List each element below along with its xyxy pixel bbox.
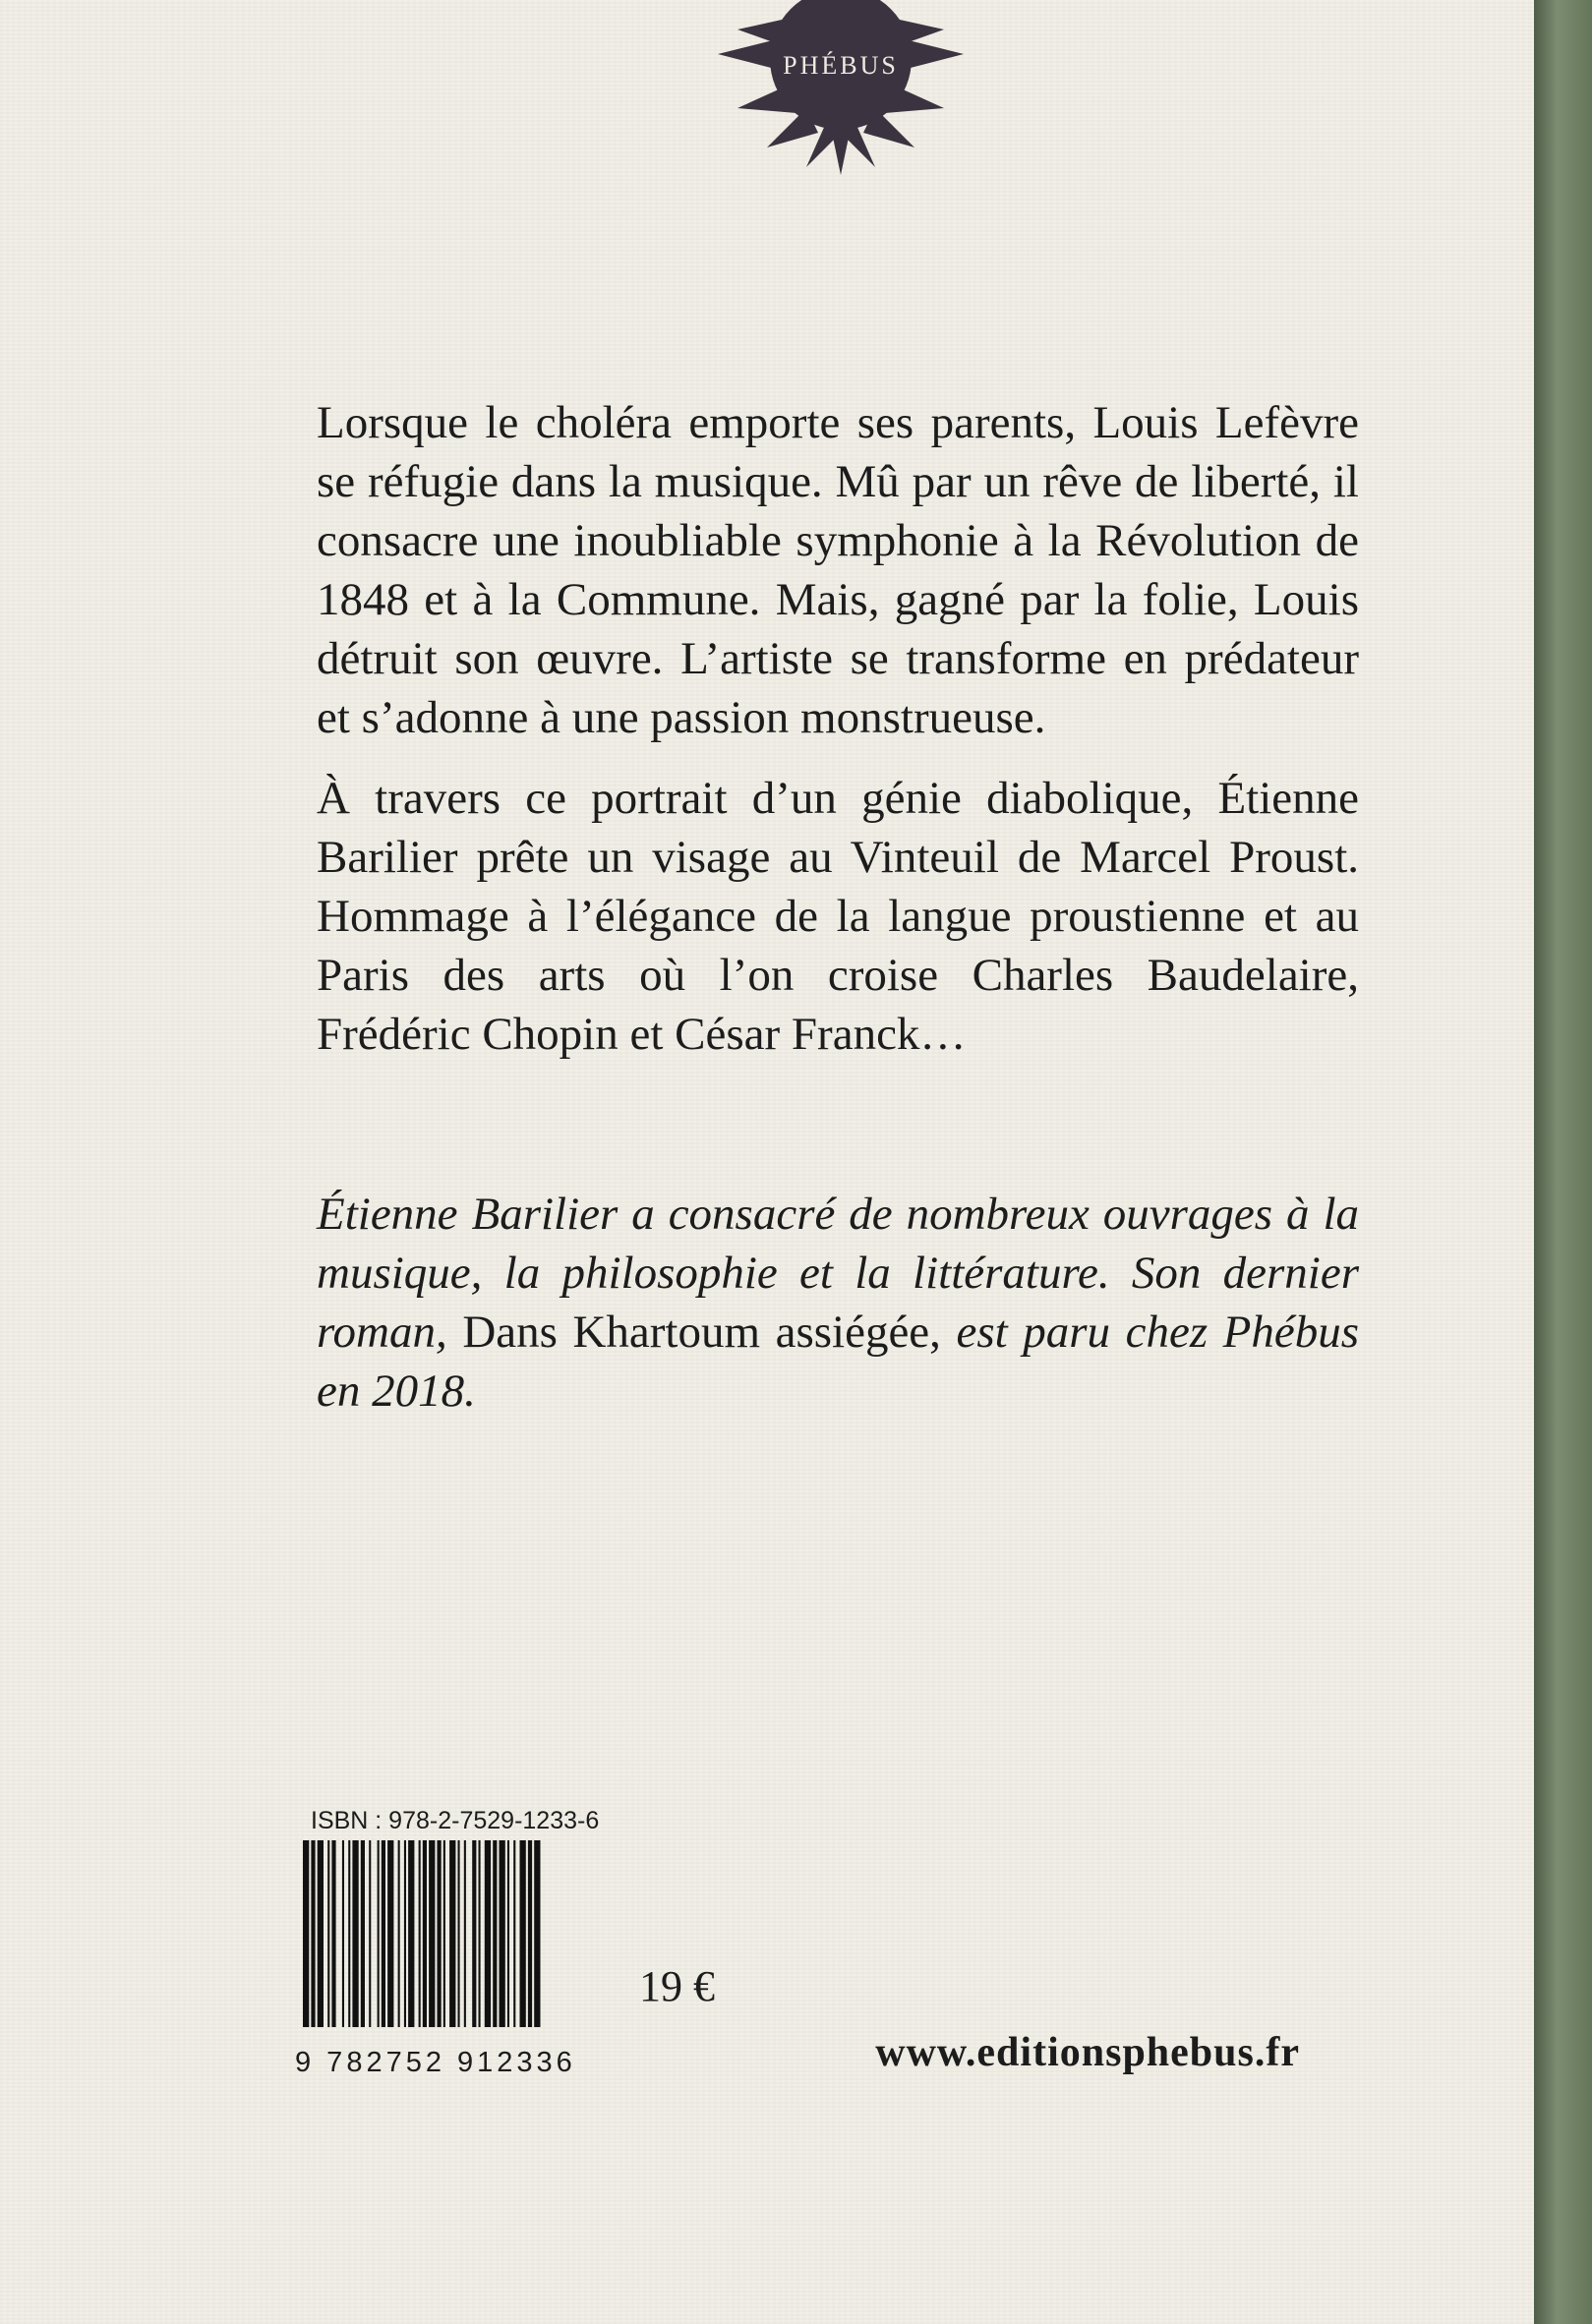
isbn-label: ISBN : 978-2-7529-1233-6 [311, 1807, 600, 1834]
background-edge [1534, 0, 1592, 2324]
price: 19 € [639, 1962, 715, 2010]
publisher-logo-text: PHÉBUS [783, 51, 899, 80]
author-bio-text-1: Étienne Barilier a consacré de nombreux ouvrages à la musique, la philosophie et la littérature. Son dernier roman, [317, 1189, 1359, 1358]
barcode-icon [301, 1840, 614, 2027]
author-bio [317, 1185, 1359, 1421]
barcode-digits: 9 782752 912336 [295, 2047, 576, 2078]
blurb-paragraph-1: Lorsque le choléra emporte ses parents, Louis Lefèvre se réfugie dans la musique. Mû par un rêve de liberté, il consacre une inoubliable symphonie à la Révolution de 1848 et à la Commune. Mais, gagné par la folie, Louis détruit son œuvre. L’artiste se transforme en prédateur et s’adonne à une passion monstrueuse. [317, 397, 1359, 743]
blurb [317, 393, 1359, 1085]
blurb-paragraph-2: À travers ce portrait d’un génie diabolique, Étienne Barilier prête un visage au Vinteuil de Marcel Proust. Hommage à l’élégance de la langue proustienne et au Paris des arts où l’on croise Charles Baudelaire, Frédéric Chopin et César Franck… [317, 773, 1359, 1060]
author-bio-text-2: est paru chez Phébus en 2018. [317, 1307, 1360, 1417]
website-url: www.editionsphebus.fr [875, 2030, 1300, 2075]
novel-title: Dans Khartoum assiégée, [462, 1307, 941, 1358]
phebus-sun-logo-icon [698, 0, 983, 177]
